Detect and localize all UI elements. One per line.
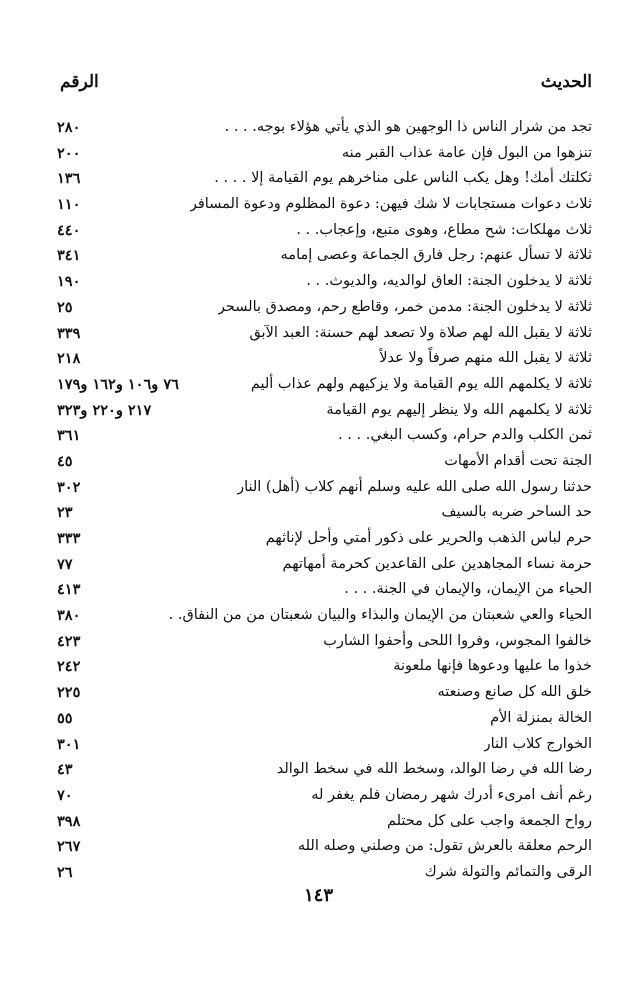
hadith-number: ١٣٦ [57,170,81,188]
hadith-text: الحياء من الإيمان، والإيمان في الجنة. . . . [344,581,592,598]
list-item [45,654,592,680]
list-item [45,269,592,295]
hadith-text: الخالة بمنزلة الأم [490,709,592,726]
hadith-number: ٢٦٧ [57,838,81,856]
hadith-text: ثمن الكلب والدم حرام، وكسب البغي. . . . [338,427,592,444]
hadith-number: ٢٨٠ [57,119,81,136]
list-item [45,398,592,424]
table-header [60,72,592,102]
hadith-text: ثلاثة لا يقبل الله لهم صلاة ولا تصعد لهم حسنة: العبد الآبق [249,324,592,341]
hadith-number: ٢١٧ و٢٢٠ و٣٢٣ [57,401,152,419]
list-item [45,346,592,372]
hadith-text: ثلاثة لا يقبل الله منهم صرفاً ولا عدلاً [379,350,592,367]
hadith-number: ٢٤٢ [57,658,81,676]
hadith-text: ثلاثة لا يدخلون الجنة: العاق لوالديه، والديوث. . . [306,273,592,290]
hadith-number: ٧٦ و١٠٦ و١٦٢ و١٧٩ [57,375,179,393]
list-item [45,295,592,321]
list-item [45,603,592,629]
hadith-number: ٤٣ [57,761,73,779]
hadith-number: ٣٦١ [57,427,81,445]
hadith-number: ٧٠ [57,786,73,804]
hadith-number: ٢٢٥ [57,684,81,702]
list-item [45,115,592,141]
list-item [45,680,592,706]
list-item [45,141,592,167]
hadith-number: ٢٠٠ [57,144,81,162]
hadith-number: ٢١٨ [57,350,81,368]
list-item [45,166,592,192]
hadith-number: ٥٥ [57,709,73,727]
hadith-text: ثكلتك أمك! وهل يكب الناس على مناخرهم يوم القيامة إلا . . . . [214,170,592,187]
list-item [45,783,592,809]
list-item [45,809,592,835]
list-item [45,372,592,398]
list-item [45,321,592,347]
list-item [45,243,592,269]
hadith-number: ٧٧ [57,555,73,573]
list-item [45,834,592,860]
list-item [45,706,592,732]
list-item [45,192,592,218]
hadith-text: رضا الله في رضا الوالد، وسخط الله في سخط الوالد [276,761,592,778]
hadith-text: خالفوا المجوس، وفروا اللحى وأحفوا الشارب [323,632,592,649]
list-item [45,526,592,552]
hadith-text: ثلاث مهلكات: شح مطاع، وهوى متبع، وإعجاب. . . [296,221,592,238]
hadith-text: تجد من شرار الناس ذا الوجهين هو الذي يأتي هؤلاء بوجه. . . . [224,119,592,135]
hadith-text: ثلاثة لا تسأل عنهم: رجل فارق الجماعة وعصى إمامه [280,247,592,264]
page-number: ١٤٣ [303,885,333,906]
hadith-text: رواح الجمعة واجب على كل محتلم [386,812,592,829]
hadith-text: ثلاثة لا يكلمهم الله يوم القيامة ولا يزكيهم ولهم عذاب أليم [250,375,592,392]
hadith-text: رغم أنف امرىء أدرك شهر رمضان فلم يغفر له [311,786,592,803]
hadith-text: الخوارج كلاب النار [483,735,592,752]
hadith-text: خذوا ما عليها ودعوها فإنها ملعونة [393,658,592,675]
hadith-text: تنزهوا من البول فإن عامة عذاب القبر منه [341,144,592,161]
hadith-index-list [45,115,592,886]
hadith-number: ٣٣٩ [57,324,81,342]
hadith-text: الرحم معلقة بالعرش تقول: من وصلني وصله الله [297,838,592,855]
list-item [45,475,592,501]
hadith-text: حرم لباس الذهب والحرير على ذكور أمتي وأحل لإناثهم [265,530,592,546]
hadith-text: حدثنا رسول الله صلى الله عليه وسلم أنهم كلاب (أهل) النار [237,478,592,495]
hadith-number: ٢٦ [57,863,73,881]
hadith-text: ثلاثة لا يكلمهم الله ولا ينظر إليهم يوم القيامة [326,401,592,418]
list-item [45,629,592,655]
hadith-number: ٣٨٠ [57,607,81,625]
hadith-number: ٣٠٢ [57,478,81,496]
number-column-heading: الرقم [60,72,99,92]
list-item [45,732,592,758]
hadith-number: ١١٠ [57,196,81,214]
list-item [45,552,592,578]
hadith-text: الحياء والعي شعبتان من الإيمان والبذاء والبيان شعبتان من من النفاق. . [168,607,592,624]
hadith-text: حرمة نساء المجاهدين على القاعدين كحرمة أمهاتهم [282,555,592,572]
hadith-text: حد الساحر ضربه بالسيف [441,504,592,521]
hadith-number: ٤٤٠ [57,221,81,239]
hadith-number: ٢٣ [57,504,73,522]
list-item [45,500,592,526]
hadith-column-heading: الحديث [540,72,592,92]
list-item [45,218,592,244]
hadith-number: ٣٠١ [57,735,81,753]
list-item [45,860,592,886]
hadith-text: ثلاث دعوات مستجابات لا شك فيهن: دعوة المظلوم ودعوة المسافر [189,196,592,213]
list-item [45,449,592,475]
list-item [45,757,592,783]
list-item [45,423,592,449]
hadith-number: ٢٥ [57,298,73,316]
hadith-number: ٣٩٨ [57,812,81,830]
hadith-number: ١٩٠ [57,273,81,291]
hadith-number: ٣٣٣ [57,530,81,547]
hadith-number: ٣٤١ [57,247,81,265]
hadith-number: ٤١٣ [57,581,81,599]
hadith-number: ٤٥ [57,452,73,470]
hadith-text: الجنة تحت أقدام الأمهات [444,452,592,469]
hadith-text: الرقى والتمائم والتولة شرك [424,863,592,880]
hadith-text: خلق الله كل صانع وصنعته [437,684,592,701]
hadith-text: ثلاثة لا يدخلون الجنة: مدمن خمر، وقاطع رحم، ومصدق بالسحر [217,298,592,315]
hadith-number: ٤٢٣ [57,632,81,650]
list-item [45,577,592,603]
